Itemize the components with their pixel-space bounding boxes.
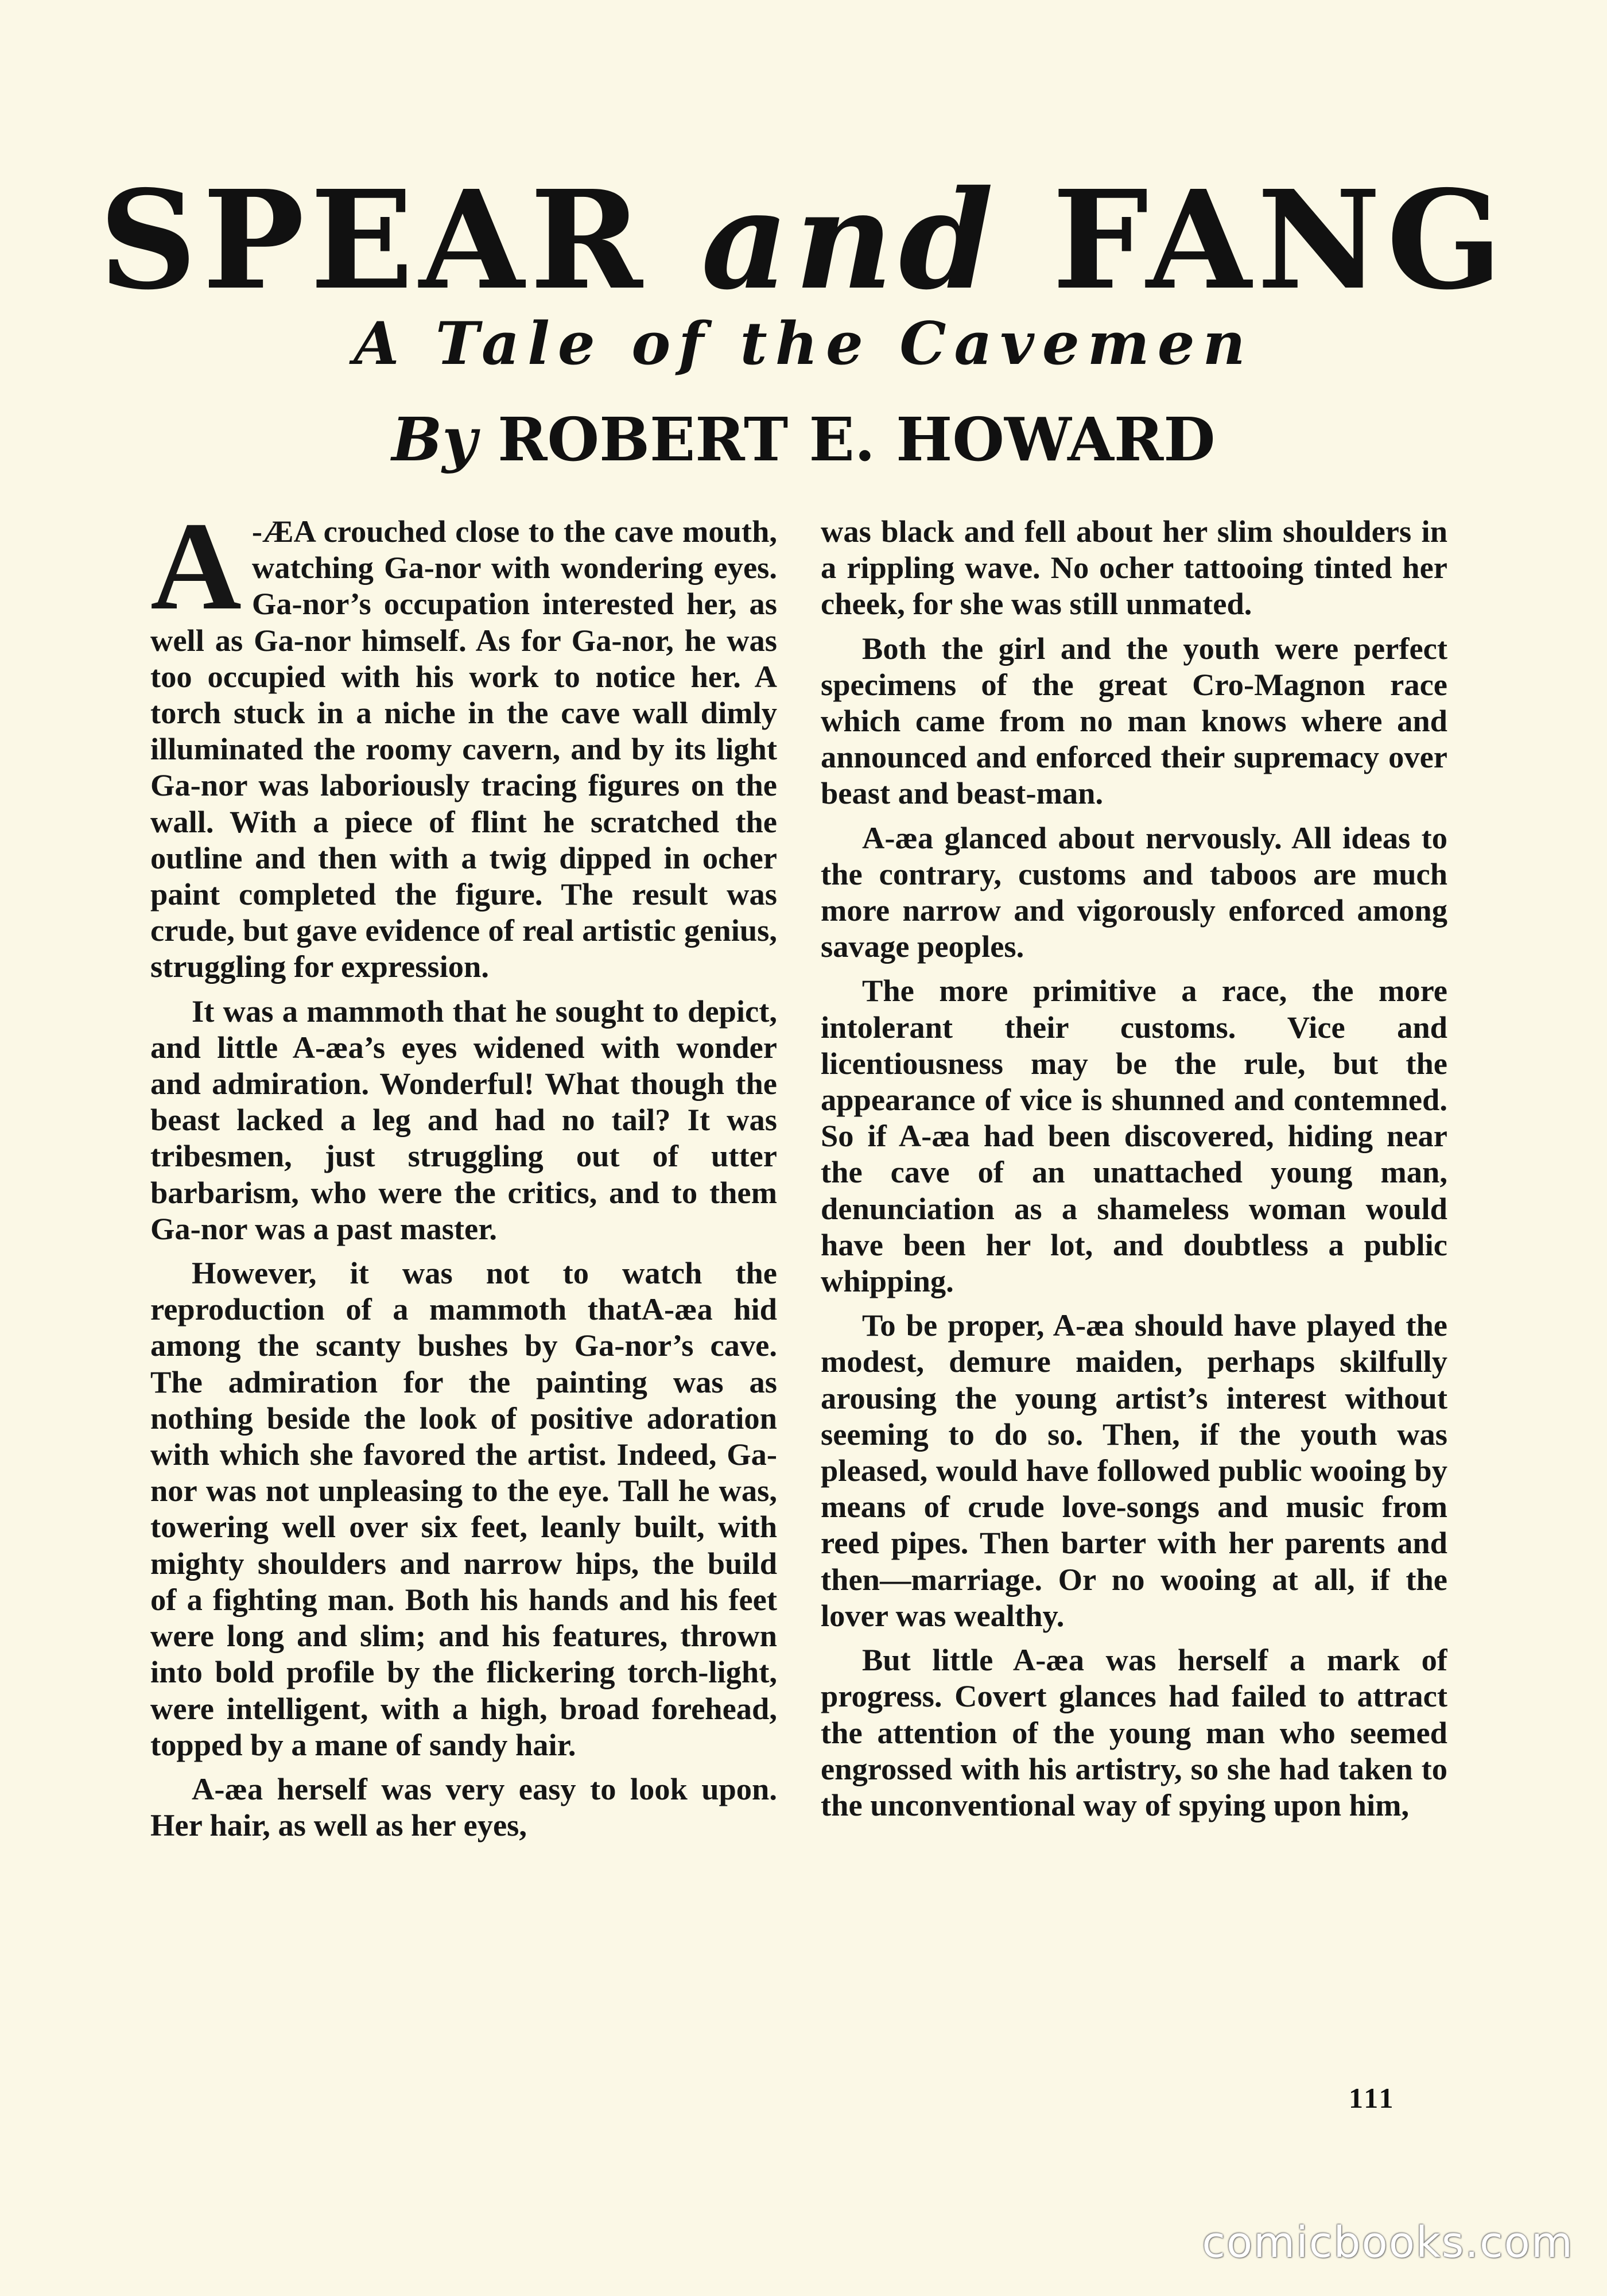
story-title xyxy=(0,160,1607,320)
byline-author: ROBERT E. HOWARD xyxy=(498,404,1216,475)
left-column xyxy=(150,513,777,2097)
paragraph-text: -ÆA crouched close to the cave mouth, watching Ga-nor with wondering eyes. Ga-nor’s occupation interested her, as well as Ga-nor himself. As for Ga-nor, he was too occupied with his work to notice her. A torch stuck in a niche in the cave wall dimly illuminated the roomy cavern, and by its light Ga-nor was laboriously tracing figures on the wall. With a piece of flint he scratched the outline and then with a twig dipped in ocher paint completed the figure. The result was crude, but gave evidence of real artistic genius, struggling for expression. xyxy=(150,514,777,984)
title-word-spear: SPEAR xyxy=(99,160,649,320)
paragraph xyxy=(150,513,777,985)
paragraph: was black and fell about her slim shoulders in a rippling wave. No ocher tattooing tinted her cheek, for she was still unmated. xyxy=(821,514,1447,622)
paragraph: A-æa herself was very easy to look upon. Her hair, as well as her eyes, xyxy=(150,1771,777,1843)
paragraph: The more primitive a race, the more intolerant their customs. Vice and licentiousness may be the rule, but the appearance of vice is shunned and contemned. So if A-æa had been discovered, hiding near the cave of an unattached young man, denunciation as a shameless woman would have been her lot, and doubtless a public whipping. xyxy=(821,973,1447,1299)
paragraph: It was a mammoth that he sought to depict, and little A-æa’s eyes widened with wonder and admiration. Wonderful! What though the beast lacked a leg and had no tail? It was tribesmen, just struggling out of utter barbarism, who were the critics, and to them Ga-nor was a past master. xyxy=(150,993,777,1246)
paragraph: To be proper, A-æa should have played the modest, demure maiden, perhaps skilfully arousing the young artist’s interest without seeming to do so. Then, if the youth was pleased, would have followed public wooing by means of crude love-songs and music from reed pipes. Then barter with her parents and then—marriage. Or no wooing at all, if the lover was wealthy. xyxy=(821,1308,1447,1633)
watermark: comicbooks.com xyxy=(1202,2218,1574,2267)
title-word-and: and xyxy=(701,160,1000,320)
byline xyxy=(0,404,1607,475)
drop-cap: A xyxy=(150,513,242,636)
byline-by: By xyxy=(391,404,477,475)
paragraph: Both the girl and the youth were perfect specimens of the great Cro-Magnon race which came from no man knows where and announced and enforced their supremacy over beast and beast-man. xyxy=(821,630,1447,811)
page-number: 111 xyxy=(1349,2082,1396,2114)
story-subtitle: A Tale of the Cavemen xyxy=(354,309,1253,378)
title-word-fang: FANG xyxy=(1052,160,1508,320)
paragraph: But little A-æa was herself a mark of progress. Covert glances had failed to attract the attention of the young man who seemed engrossed with his artistry, so she had taken to the unconventional way of spying upon him, xyxy=(821,1642,1447,1822)
paragraph: A-æa glanced about nervously. All ideas to the contrary, customs and taboos are much more narrow and vigorously enforced among savage peoples. xyxy=(821,820,1447,964)
right-column xyxy=(821,513,1447,2097)
paragraph: However, it was not to watch the reproduction of a mammoth thatA-æa hid among the scanty bushes by Ga-nor’s cave. The admiration for the painting was as nothing beside the look of positive adoration with which she favored the artist. Indeed, Ga-nor was not unpleasing to the eye. Tall he was, towering well over six feet, leanly built, with mighty shoulders and narrow hips, the build of a fighting man. Both his hands and his feet were long and slim; and his features, thrown into bold profile by the flickering torch-light, were intelligent, with a high, broad forehead, topped by a mane of sandy hair. xyxy=(150,1255,777,1762)
